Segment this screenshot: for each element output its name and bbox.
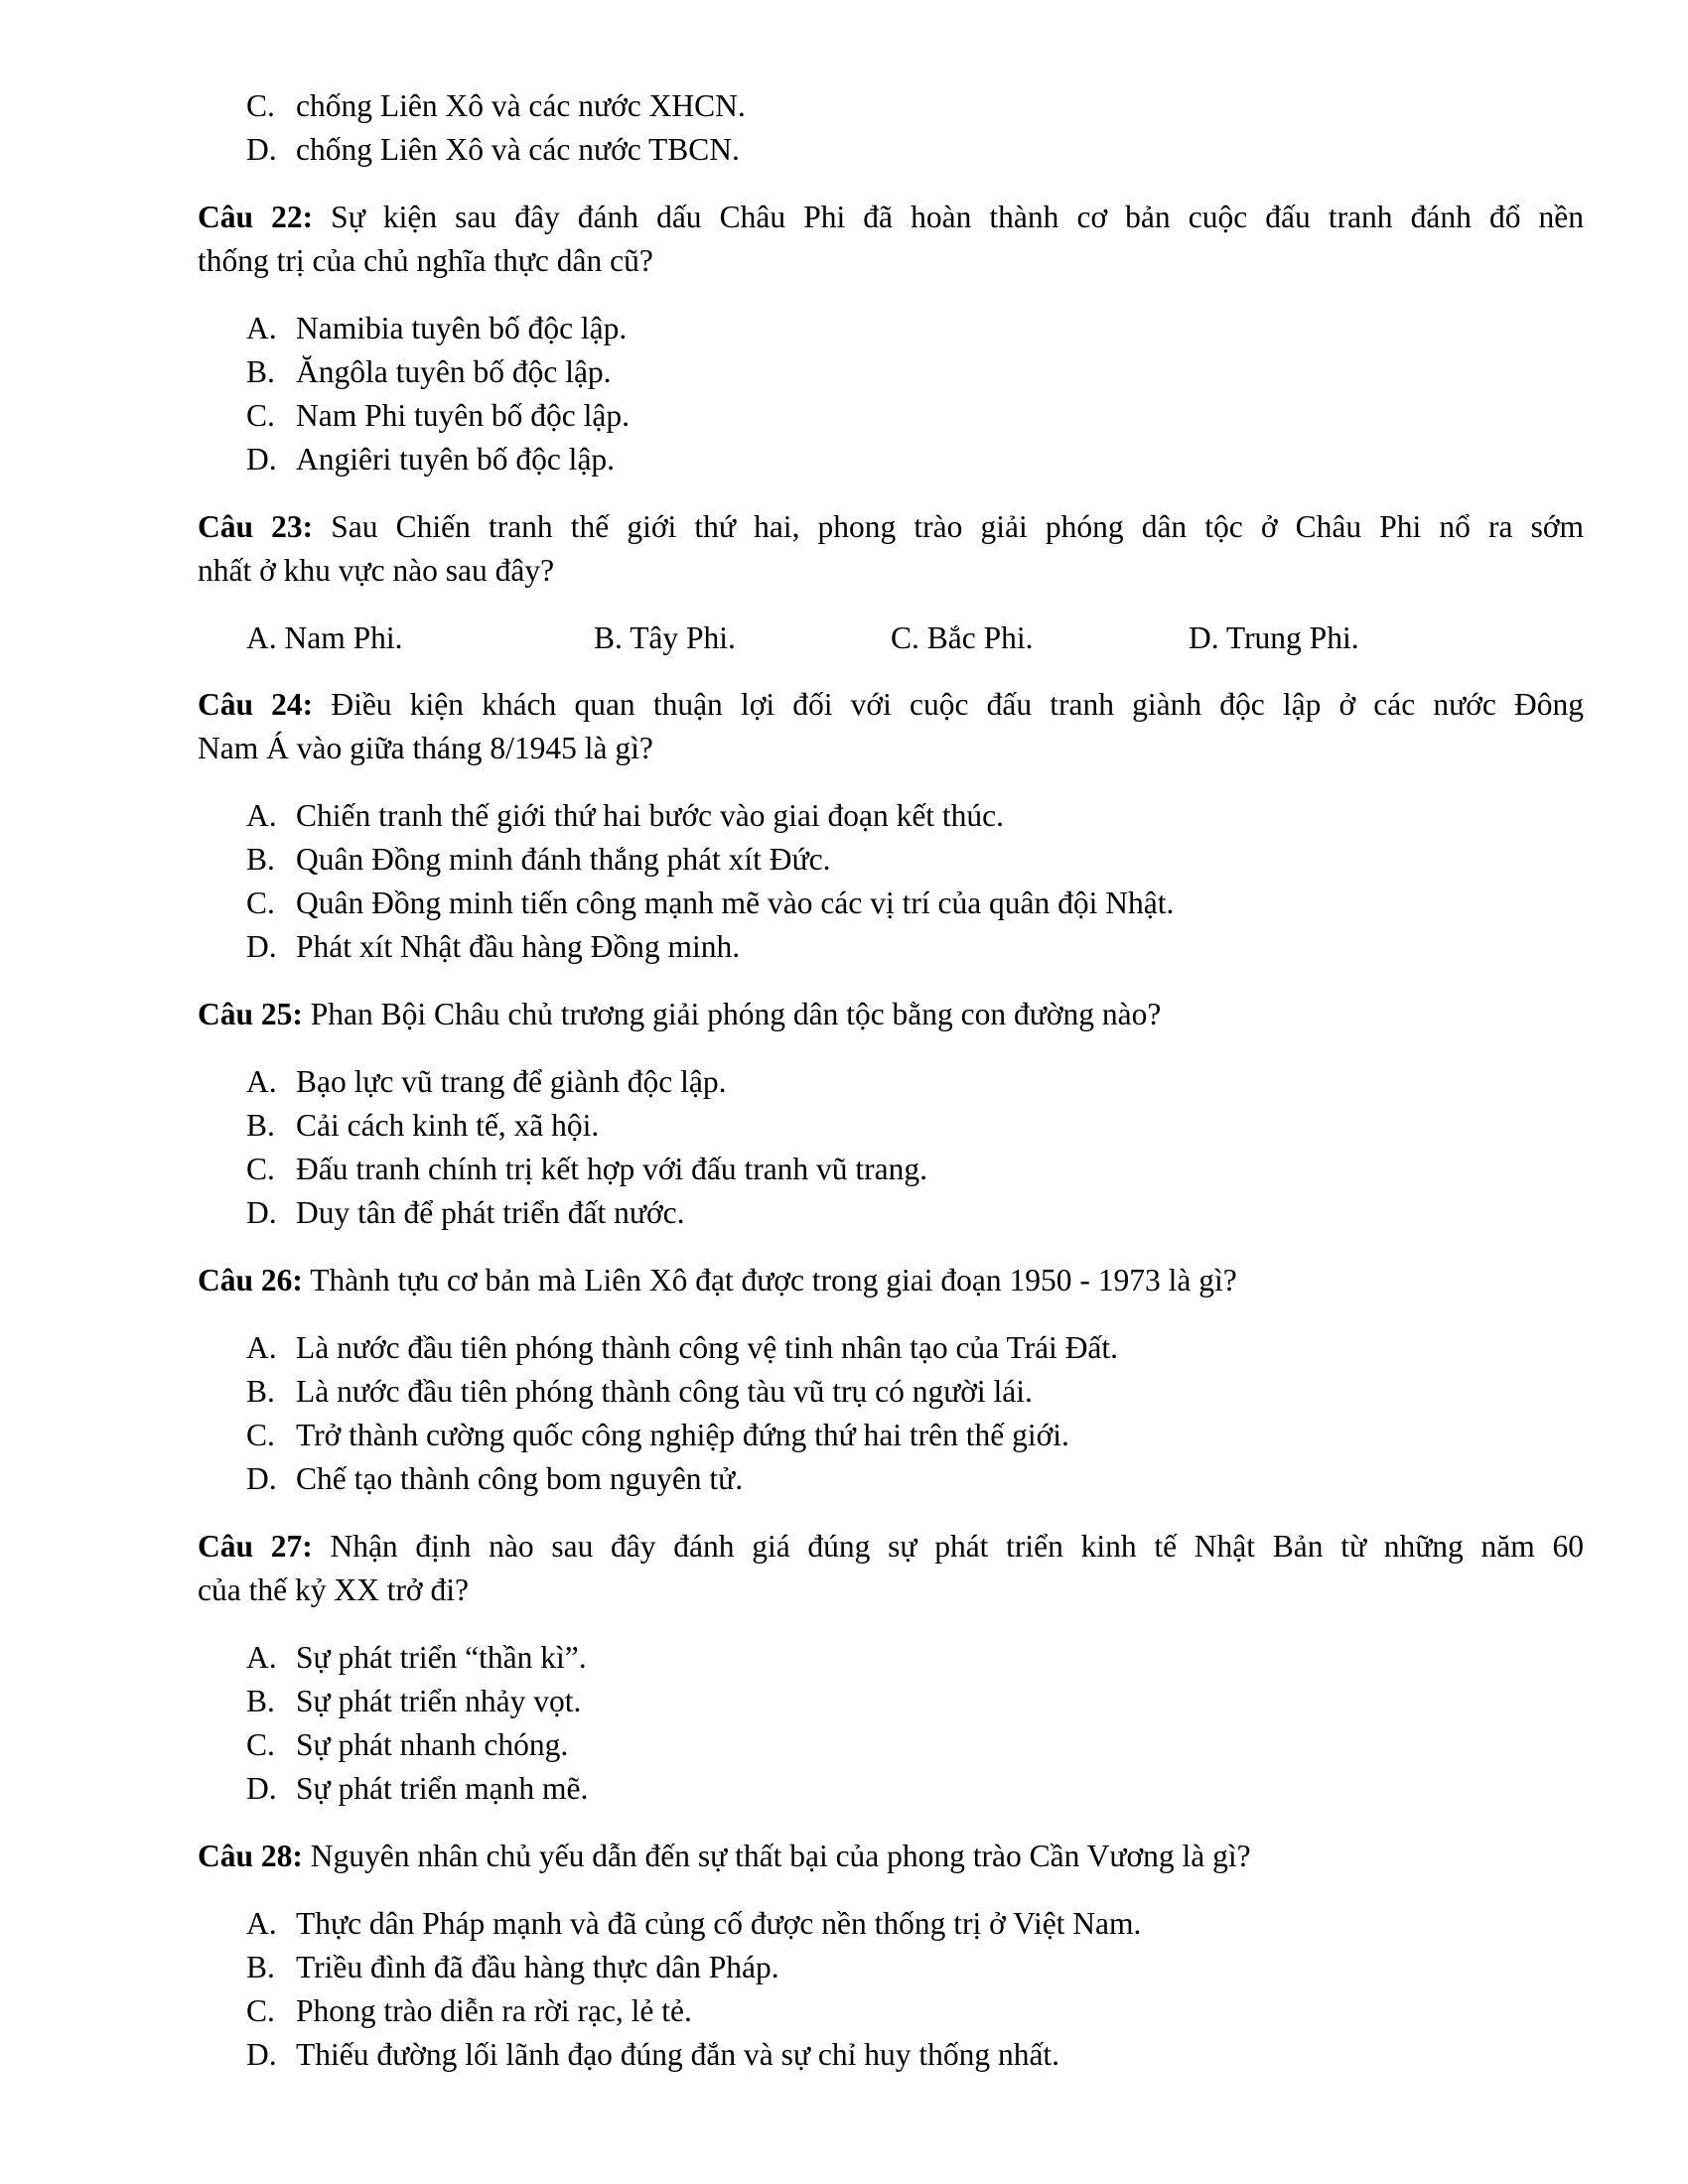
q24-option-c (246, 884, 1174, 923)
q26-option-b (246, 1372, 1033, 1412)
q22-option-c (246, 396, 630, 436)
option-text: Ăngôla tuyên bố độc lập. (296, 354, 612, 389)
option-text: Nam Phi tuyên bố độc lập. (296, 398, 630, 433)
q24-stem-line1 (198, 685, 1584, 725)
option-text: Duy tân để phát triển đất nước. (296, 1195, 685, 1230)
question-text: Phan Bội Châu chủ trương giải phóng dân tộc bằng con đường nào? (302, 997, 1162, 1031)
question-text: Nam Á vào giữa tháng 8/1945 là gì? (198, 731, 653, 765)
option-text: Triều đình đã đầu hàng thực dân Pháp. (296, 1950, 779, 1984)
q24-option-b (246, 840, 830, 880)
option-letter: D. (246, 1461, 277, 1496)
q22-option-d (246, 440, 615, 479)
option-text: chống Liên Xô và các nước XHCN. (296, 88, 746, 123)
option-letter: B. (246, 1374, 275, 1409)
question-text: Sau Chiến tranh thế giới thứ hai, phong trào giải phóng dân tộc ở Châu Phi nổ ra sớm (313, 509, 1584, 544)
q25-option-b (246, 1106, 599, 1146)
option-text: Namibia tuyên bố độc lập. (296, 311, 628, 345)
question-label: Câu 25: (198, 997, 303, 1031)
option-letter: D. (246, 132, 277, 167)
q23-option-b: B. Tây Phi. (594, 620, 736, 655)
q28-option-b (246, 1948, 779, 1987)
option-text: Chế tạo thành công bom nguyên tử. (296, 1461, 744, 1496)
option-letter: C. (246, 88, 275, 123)
option-letter: A. (246, 1906, 277, 1941)
q28-option-d (246, 2035, 1059, 2075)
q28-option-a (246, 1904, 1141, 1944)
question-text: nhất ở khu vực nào sau đây? (198, 553, 555, 588)
q25-option-c (246, 1150, 927, 1189)
option-text: Phát xít Nhật đầu hàng Đồng minh. (296, 929, 741, 964)
question-label: Câu 23: (198, 509, 314, 544)
q23-option-a: A. Nam Phi. (246, 620, 403, 655)
option-letter: C. (246, 398, 275, 433)
question-label: Câu 24: (198, 687, 314, 722)
option-text: Angiêri tuyên bố độc lập. (296, 442, 616, 477)
option-letter: C. (246, 1727, 275, 1762)
q27-stem-line1 (198, 1527, 1584, 1567)
q25-stem-line1 (198, 995, 1161, 1034)
option-letter: D. (246, 929, 277, 964)
option-text: Bạo lực vũ trang để giành độc lập. (296, 1064, 727, 1099)
option-text: Quân Đồng minh tiến công mạnh mẽ vào các vị trí của quân đội Nhật. (296, 886, 1175, 920)
option-letter: C. (246, 886, 275, 920)
option-letter: B. (246, 1950, 275, 1984)
option-text: Thiếu đường lối lãnh đạo đúng đắn và sự chỉ huy thống nhất. (296, 2037, 1060, 2072)
option-letter: D. (246, 442, 277, 477)
q26-option-a (246, 1328, 1118, 1368)
option-letter: A. (246, 1640, 277, 1675)
question-text: Điều kiện khách quan thuận lợi đối với cuộc đấu tranh giành độc lập ở các nước Đông (313, 687, 1585, 722)
q22-stem-line1 (198, 198, 1584, 237)
option-letter: A. (246, 798, 277, 833)
option-text: Sự phát nhanh chóng. (296, 1727, 569, 1762)
q25-option-a (246, 1062, 726, 1102)
q21-option-c (246, 86, 746, 126)
q22-stem-line2 (198, 241, 653, 281)
q24-option-d (246, 927, 740, 967)
option-text: Sự phát triển nhảy vọt. (296, 1684, 582, 1718)
option-text: Là nước đầu tiên phóng thành công tàu vũ trụ có người lái. (296, 1374, 1033, 1409)
option-text: chống Liên Xô và các nước TBCN. (296, 132, 740, 167)
option-letter: D. (246, 1195, 277, 1230)
option-letter: A. (246, 311, 277, 345)
question-text: Thành tựu cơ bản mà Liên Xô đạt được trong giai đoạn 1950 - 1973 là gì? (302, 1263, 1237, 1297)
q23-option-d: D. Trung Phi. (1189, 620, 1359, 655)
option-text: Quân Đồng minh đánh thắng phát xít Đức. (296, 842, 831, 877)
q26-option-d (246, 1459, 743, 1499)
q26-stem-line1 (198, 1261, 1237, 1300)
option-letter: B. (246, 1108, 275, 1143)
option-text: Chiến tranh thế giới thứ hai bước vào giai đoạn kết thúc. (296, 798, 1005, 833)
q28-option-c (246, 1991, 692, 2031)
question-label: Câu 22: (198, 200, 314, 234)
q27-option-b (246, 1682, 581, 1721)
question-label: Câu 27: (198, 1529, 313, 1564)
q27-option-c (246, 1725, 568, 1765)
option-text: Trở thành cường quốc công nghiệp đứng thứ hai trên thế giới. (296, 1418, 1069, 1452)
q23-option-c: C. Bắc Phi. (891, 620, 1034, 655)
option-text: Thực dân Pháp mạnh và đã củng cố được nền thống trị ở Việt Nam. (296, 1906, 1142, 1941)
option-text: Cải cách kinh tế, xã hội. (296, 1108, 600, 1143)
option-letter: D. (246, 2037, 277, 2072)
option-text: Là nước đầu tiên phóng thành công vệ tinh nhân tạo của Trái Đất. (296, 1330, 1119, 1365)
question-text: của thế kỷ XX trở đi? (198, 1572, 469, 1607)
question-text: thống trị của chủ nghĩa thực dân cũ? (198, 243, 653, 278)
option-text: Sự phát triển “thần kì”. (296, 1640, 587, 1675)
q24-stem-line2 (198, 729, 653, 768)
option-letter: C. (246, 1152, 275, 1186)
question-text: Sự kiện sau đây đánh dấu Châu Phi đã hoàn thành cơ bản cuộc đấu tranh đánh đổ nền (313, 200, 1584, 234)
q23-stem-line1 (198, 507, 1584, 547)
q22-option-a (246, 309, 627, 348)
q26-option-c (246, 1416, 1069, 1455)
option-letter: B. (246, 1684, 275, 1718)
q21-option-d (246, 130, 740, 170)
question-text: Nguyên nhân chủ yếu dẫn đến sự thất bại của phong trào Cần Vương là gì? (302, 1839, 1251, 1873)
option-letter: C. (246, 1418, 275, 1452)
q23-stem-line2 (198, 551, 554, 591)
q27-option-a (246, 1638, 587, 1678)
q24-option-a (246, 796, 1004, 836)
option-text: Phong trào diễn ra rời rạc, lẻ tẻ. (296, 1993, 692, 2028)
option-letter: A. (246, 1064, 277, 1099)
question-label: Câu 28: (198, 1839, 303, 1873)
option-text: Sự phát triển mạnh mẽ. (296, 1771, 589, 1806)
q25-option-d (246, 1193, 685, 1233)
option-letter: D. (246, 1771, 277, 1806)
option-letter: A. (246, 1330, 277, 1365)
option-letter: C. (246, 1993, 275, 2028)
q22-option-b (246, 352, 612, 392)
q27-stem-line2 (198, 1570, 469, 1610)
q27-option-d (246, 1769, 588, 1809)
option-letter: B. (246, 842, 275, 877)
q28-stem-line1 (198, 1837, 1251, 1876)
option-letter: B. (246, 354, 275, 389)
question-label: Câu 26: (198, 1263, 303, 1297)
option-text: Đấu tranh chính trị kết hợp với đấu tranh vũ trang. (296, 1152, 928, 1186)
question-text: Nhận định nào sau đây đánh giá đúng sự phát triển kinh tế Nhật Bản từ những năm 60 (312, 1529, 1584, 1564)
